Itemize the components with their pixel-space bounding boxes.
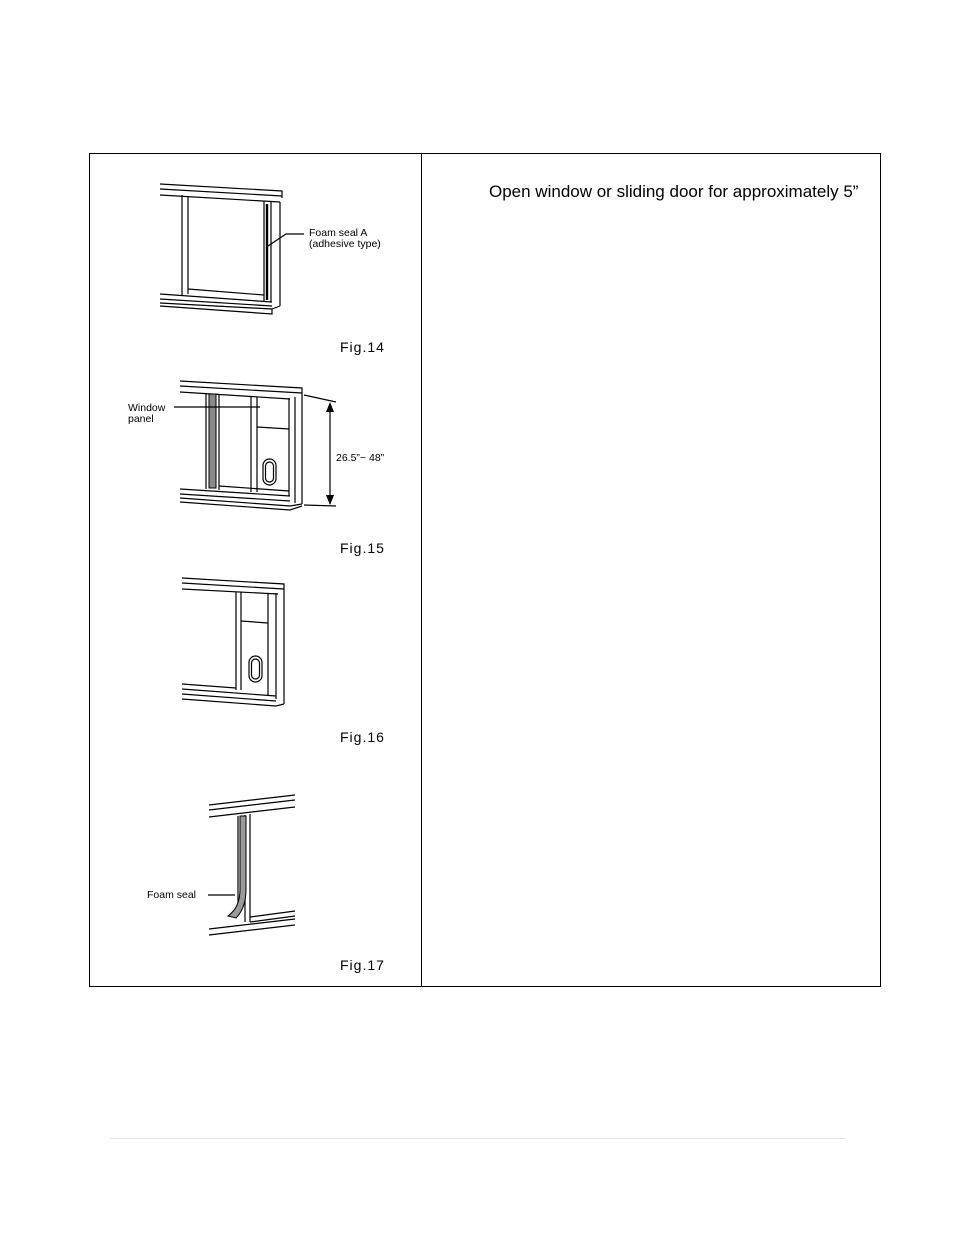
fig14-label: Fig.14 — [340, 339, 385, 355]
fig16-label: Fig.16 — [340, 729, 385, 745]
fig17-callout: Foam seal — [147, 889, 197, 901]
fig14-callout-line2: (adhesive type) — [309, 238, 381, 250]
fig17-label: Fig.17 — [340, 957, 385, 973]
instruction-table — [89, 153, 881, 987]
fig16-drawing — [182, 578, 385, 745]
column-divider — [421, 154, 422, 986]
window-installation-figures — [90, 154, 421, 986]
fig15-callout-line2: panel — [128, 413, 154, 425]
fig15-callout-line1: Window — [128, 402, 166, 414]
footer-rule — [110, 1138, 845, 1139]
fig14-drawing — [160, 184, 385, 355]
fig14-callout-line1: Foam seal A — [309, 227, 368, 239]
fig15-dimension: 26.5”~ 48” — [336, 452, 385, 464]
instruction-text: Open window or sliding door for approximately 5” — [489, 182, 859, 201]
fig17-drawing — [147, 795, 385, 973]
fig15-drawing — [128, 381, 385, 556]
fig15-label: Fig.15 — [340, 540, 385, 556]
figure-column — [90, 154, 421, 986]
